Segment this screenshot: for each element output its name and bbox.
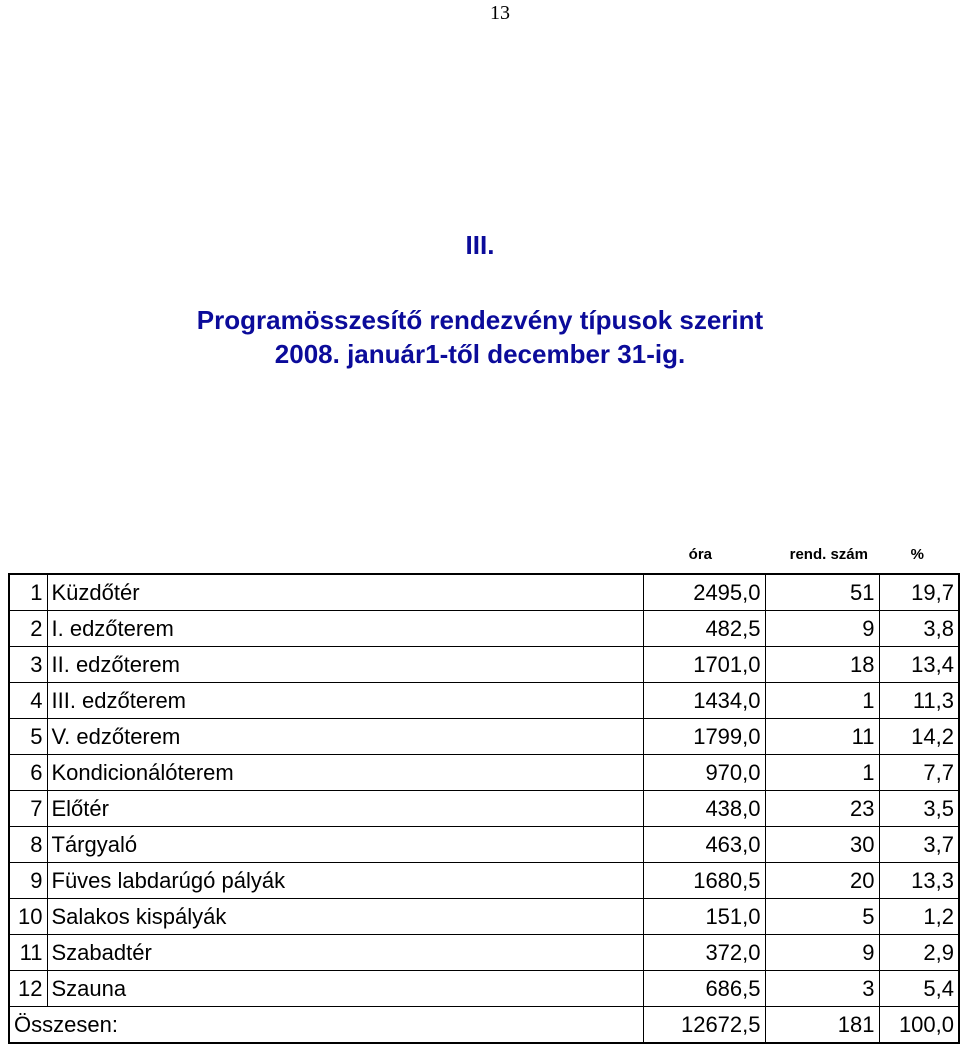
table-row: [9, 971, 959, 1007]
header-ora: óra: [688, 546, 712, 563]
row-number: 9: [9, 863, 47, 899]
row-number: 1: [9, 574, 47, 611]
percent-cell: 2,9: [879, 935, 959, 971]
table-row: [9, 683, 959, 719]
table-row: [9, 863, 959, 899]
title-line-2: 2008. január1-től december 31-ig.: [274, 339, 686, 369]
row-number: 8: [9, 827, 47, 863]
events-cell: 18: [765, 647, 879, 683]
percent-cell: 1,2: [879, 899, 959, 935]
total-percent: 100,0: [879, 1007, 959, 1044]
percent-cell: 14,2: [879, 719, 959, 755]
events-cell: 30: [765, 827, 879, 863]
events-cell: 5: [765, 899, 879, 935]
hours-cell: 151,0: [643, 899, 765, 935]
page-number: 13: [490, 2, 510, 24]
events-cell: 20: [765, 863, 879, 899]
total-row: [9, 1007, 959, 1044]
events-cell: 11: [765, 719, 879, 755]
events-cell: 9: [765, 935, 879, 971]
page-title: [0, 303, 960, 371]
hours-cell: 1434,0: [643, 683, 765, 719]
venue-name: II. edzőterem: [47, 647, 643, 683]
events-cell: 9: [765, 611, 879, 647]
percent-cell: 3,5: [879, 791, 959, 827]
events-cell: 1: [765, 683, 879, 719]
percent-cell: 13,3: [879, 863, 959, 899]
hours-cell: 463,0: [643, 827, 765, 863]
header-rend-szam: rend. szám: [789, 546, 868, 563]
venue-name: Szabadtér: [47, 935, 643, 971]
table-row: [9, 611, 959, 647]
events-cell: 51: [765, 574, 879, 611]
events-cell: 23: [765, 791, 879, 827]
venue-name: III. edzőterem: [47, 683, 643, 719]
percent-cell: 7,7: [879, 755, 959, 791]
column-headers: [0, 546, 960, 568]
table-row: [9, 791, 959, 827]
hours-cell: 438,0: [643, 791, 765, 827]
hours-cell: 1799,0: [643, 719, 765, 755]
table-row: [9, 719, 959, 755]
hours-cell: 482,5: [643, 611, 765, 647]
percent-cell: 3,8: [879, 611, 959, 647]
venue-name: Salakos kispályák: [47, 899, 643, 935]
venue-name: V. edzőterem: [47, 719, 643, 755]
total-label: Összesen:: [9, 1007, 643, 1044]
row-number: 10: [9, 899, 47, 935]
table-row: [9, 647, 959, 683]
percent-cell: 11,3: [879, 683, 959, 719]
row-number: 2: [9, 611, 47, 647]
events-cell: 3: [765, 971, 879, 1007]
total-hours: 12672,5: [643, 1007, 765, 1044]
row-number: 7: [9, 791, 47, 827]
venue-name: Küzdőtér: [47, 574, 643, 611]
hours-cell: 2495,0: [643, 574, 765, 611]
venue-name: Füves labdarúgó pályák: [47, 863, 643, 899]
header-percent: %: [910, 546, 924, 563]
table-row: [9, 755, 959, 791]
row-number: 11: [9, 935, 47, 971]
venue-name: Szauna: [47, 971, 643, 1007]
row-number: 3: [9, 647, 47, 683]
row-number: 4: [9, 683, 47, 719]
total-events: 181: [765, 1007, 879, 1044]
venue-name: I. edzőterem: [47, 611, 643, 647]
table-row: [9, 935, 959, 971]
venue-name: Tárgyaló: [47, 827, 643, 863]
table-row: [9, 574, 959, 611]
hours-cell: 372,0: [643, 935, 765, 971]
hours-cell: 686,5: [643, 971, 765, 1007]
percent-cell: 13,4: [879, 647, 959, 683]
title-line-1: Programösszesítő rendezvény típusok szerint: [196, 305, 764, 335]
percent-cell: 3,7: [879, 827, 959, 863]
venue-name: Kondicionálóterem: [47, 755, 643, 791]
hours-cell: 1680,5: [643, 863, 765, 899]
hours-cell: 970,0: [643, 755, 765, 791]
percent-cell: 5,4: [879, 971, 959, 1007]
row-number: 6: [9, 755, 47, 791]
percent-cell: 19,7: [879, 574, 959, 611]
summary-table: [8, 573, 960, 1044]
row-number: 5: [9, 719, 47, 755]
table-row: [9, 899, 959, 935]
table-row: [9, 827, 959, 863]
venue-name: Előtér: [47, 791, 643, 827]
hours-cell: 1701,0: [643, 647, 765, 683]
section-number: III.: [465, 230, 495, 260]
events-cell: 1: [765, 755, 879, 791]
row-number: 12: [9, 971, 47, 1007]
